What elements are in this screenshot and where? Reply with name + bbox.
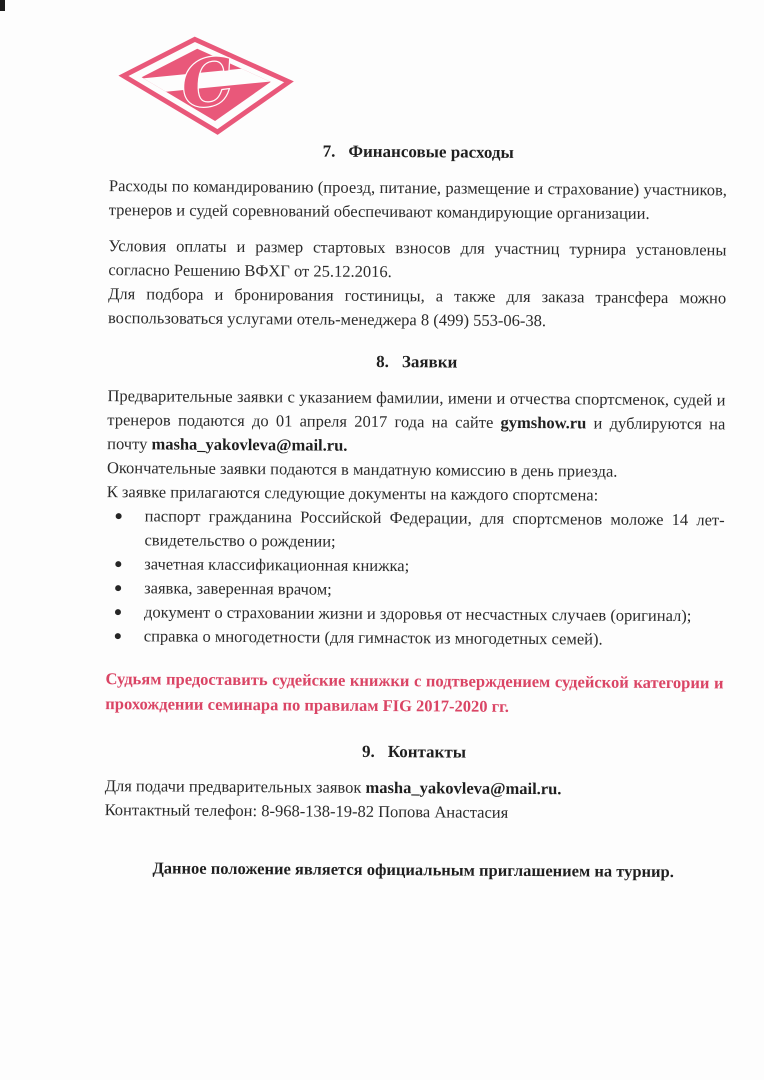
- official-invitation-line: Данное положение является официальным приглашением на турнир.: [152, 858, 674, 882]
- tournament-site: gymshow.ru: [500, 412, 587, 433]
- section-7-number: 7.: [322, 141, 336, 161]
- list-item-insurance: документ о страховании жизни и здоровья от несчастных случаев (оригинал);: [106, 600, 724, 628]
- section-7-title: Финансовые расходы: [348, 141, 514, 162]
- applications-email: masha_yakovleva@mail.ru.: [151, 434, 348, 455]
- section-9-title: Контакты: [387, 742, 467, 762]
- section-8-title: Заявки: [401, 352, 458, 372]
- section-9-number: 9.: [361, 741, 375, 761]
- section-8-heading: [108, 349, 726, 375]
- section-9-heading: [105, 739, 723, 765]
- contacts-phone-line: Контактный телефон: 8-968-138-19-82 Попова Анастасия: [104, 800, 509, 822]
- list-item-large-family: справка о многодетности (для гимнасток из многодетных семей).: [106, 624, 724, 652]
- hotel-paragraph: Для подбора и бронирования гостиницы, а также для заказа трансфера можно воспользоваться услугами отель-менеджера 8 (499) 553-06-38.: [107, 284, 727, 331]
- contacts-email: masha_yakovleva@mail.ru.: [365, 777, 562, 799]
- contacts-email-text: Для подачи предварительных заявок: [104, 776, 366, 797]
- document-body: [104, 139, 727, 884]
- judges-note: Судьям предоставить судейские книжки с подтверждением судейской категории и прохождении семинара по правилам FIG 2017-2020 гг.: [105, 669, 724, 716]
- fees-paragraph: Условия оплаты и размер стартовых взносов для участниц турнира установлены согласно Решению ВФХГ от 25.12.2016.: [108, 236, 727, 282]
- section-8-number: 8.: [376, 351, 389, 372]
- final-applications-line: Окончательные заявки подаются в мандатную комиссию в день приезда.: [106, 458, 618, 481]
- documents-intro-line: К заявке прилагаются следующие документы на каждого спортсмена:: [106, 482, 599, 505]
- list-item-doctor-application: заявка, заверенная врачом;: [106, 576, 724, 604]
- list-item-classification-book: зачетная классификационная книжка;: [106, 552, 724, 580]
- required-documents-list: [106, 504, 725, 652]
- applications-intro-text-2: и дублируются на почту: [107, 413, 726, 454]
- list-item-passport: паспорт гражданина Российской Федерации, для спортсменов моложе 14 лет- свидетельство о рождении;: [106, 504, 724, 556]
- expenses-paragraph: Расходы по командированию (проезд, питание, размещение и страхование) участников, тренеров и судей соревнований обеспечивают командирующие организации.: [108, 176, 728, 223]
- spartak-logo: [113, 24, 299, 137]
- logo-letter-c: C: [176, 43, 238, 125]
- section-7-heading: [109, 139, 727, 165]
- applications-intro-text-1: Предварительные заявки с указанием фамилии, имени и отчества спортсменок, судей и тренеров подаются до 01 апреля 2017 года на сайте: [107, 386, 726, 432]
- applications-intro-paragraph: [107, 384, 725, 460]
